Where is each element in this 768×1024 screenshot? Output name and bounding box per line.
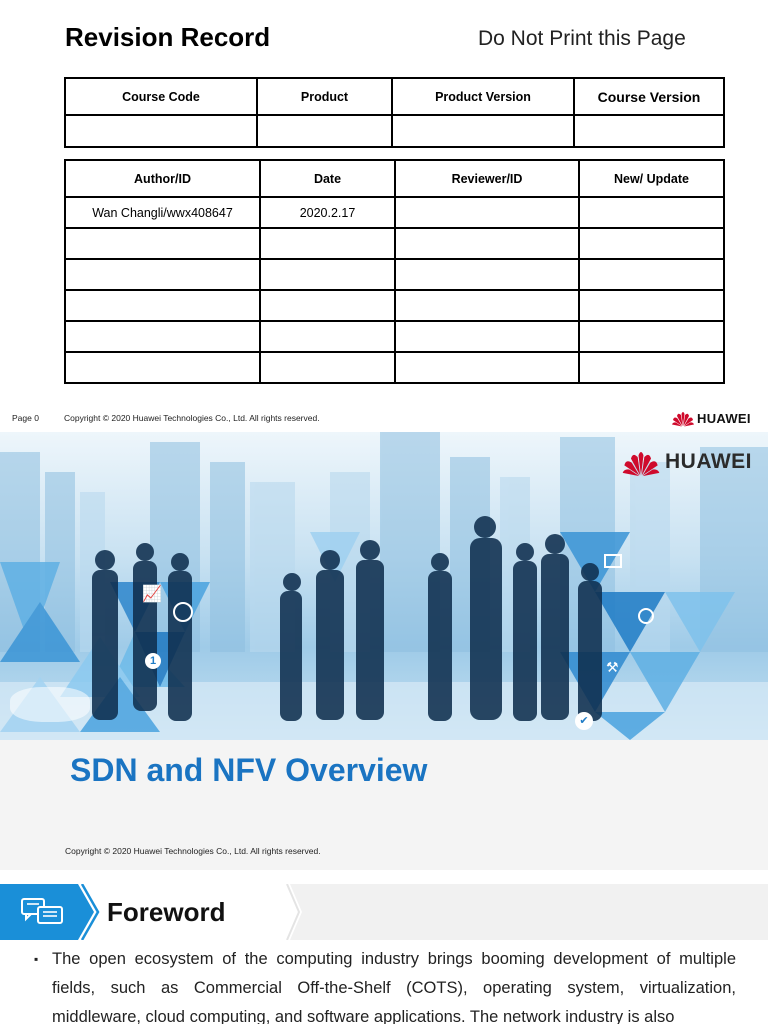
update-cell (579, 259, 724, 290)
table-row (65, 115, 724, 147)
update-cell (579, 197, 724, 228)
author-cell (65, 290, 260, 321)
cover-image (0, 432, 768, 740)
header-product: Product (257, 78, 392, 115)
reviewer-cell (395, 197, 579, 228)
foreword-title: Foreword (107, 897, 226, 927)
people-icon: ⚒ (606, 659, 619, 675)
page-label: Page 0 (12, 413, 39, 423)
table-row (65, 259, 724, 290)
table-row (65, 321, 724, 352)
reviewer-cell (395, 259, 579, 290)
medal-icon: 1 (145, 653, 161, 669)
author-cell (65, 228, 260, 259)
huawei-logo (672, 409, 751, 427)
update-cell (579, 228, 724, 259)
date-cell (260, 259, 395, 290)
do-not-print-note: Do Not Print this Page (478, 27, 686, 50)
copyright-text: Copyright © 2020 Huawei Technologies Co., Ltd. All rights reserved. (64, 413, 320, 423)
table-row (65, 228, 724, 259)
table-cell (65, 115, 257, 147)
presentation-icon (604, 554, 622, 568)
reviewer-cell (395, 228, 579, 259)
header-course-version: Course Version (574, 78, 724, 115)
reviewer-cell (395, 352, 579, 383)
date-cell (260, 228, 395, 259)
date-cell (260, 321, 395, 352)
cover-copyright: Copyright © 2020 Huawei Technologies Co., Ltd. All rights reserved. (65, 846, 321, 856)
date-cell: 2020.2.17 (260, 197, 395, 228)
table-row (65, 290, 724, 321)
pie-chart-icon (173, 602, 193, 622)
cover-illustration (0, 432, 768, 740)
table-row (65, 352, 724, 383)
update-cell (579, 290, 724, 321)
thumbs-up-icon: ✔ (575, 712, 593, 730)
header-date: Date (260, 160, 395, 197)
course-info-table (64, 77, 725, 148)
header-reviewer-id: Reviewer/ID (395, 160, 579, 197)
world-map-icon (10, 687, 90, 722)
huawei-logo-cover (622, 447, 752, 477)
table-cell (257, 115, 392, 147)
header-course-code: Course Code (65, 78, 257, 115)
update-cell (579, 321, 724, 352)
brand-wordmark: HUAWEI (697, 410, 751, 426)
table-cell (574, 115, 724, 147)
bullet-icon: ▪ (34, 952, 39, 966)
huawei-flower-icon (622, 447, 660, 477)
table-header-row (65, 78, 724, 115)
foreword-paragraph: The open ecosystem of the computing industry brings booming development of multiple fields, such as Commercial Off-the-Shelf (COTS), operating system, virtualization, middleware, cloud computing, and software applications. The network industry is also (52, 950, 736, 1024)
header-author-id: Author/ID (65, 160, 260, 197)
reviewer-cell (395, 290, 579, 321)
author-cell (65, 321, 260, 352)
header-new-update: New/ Update (579, 160, 724, 197)
header-product-version: Product Version (392, 78, 574, 115)
author-cell (65, 259, 260, 290)
cover-title: SDN and NFV Overview (70, 752, 428, 788)
brand-wordmark: HUAWEI (665, 450, 752, 473)
line-chart-icon: 📈 (142, 586, 162, 603)
author-cell: Wan Changli/wwx408647 (65, 197, 260, 228)
table-row (65, 197, 724, 228)
page-footer (12, 413, 320, 423)
chat-bubbles-icon (20, 897, 64, 927)
foreword-body (34, 945, 736, 1024)
author-cell (65, 352, 260, 383)
table-header-row (65, 160, 724, 197)
target-icon (638, 608, 654, 624)
update-cell (579, 352, 724, 383)
reviewer-cell (395, 321, 579, 352)
huawei-flower-icon (672, 409, 694, 427)
author-revision-table (64, 159, 725, 384)
table-cell (392, 115, 574, 147)
date-cell (260, 352, 395, 383)
revision-record-title: Revision Record (65, 22, 271, 52)
date-cell (260, 290, 395, 321)
